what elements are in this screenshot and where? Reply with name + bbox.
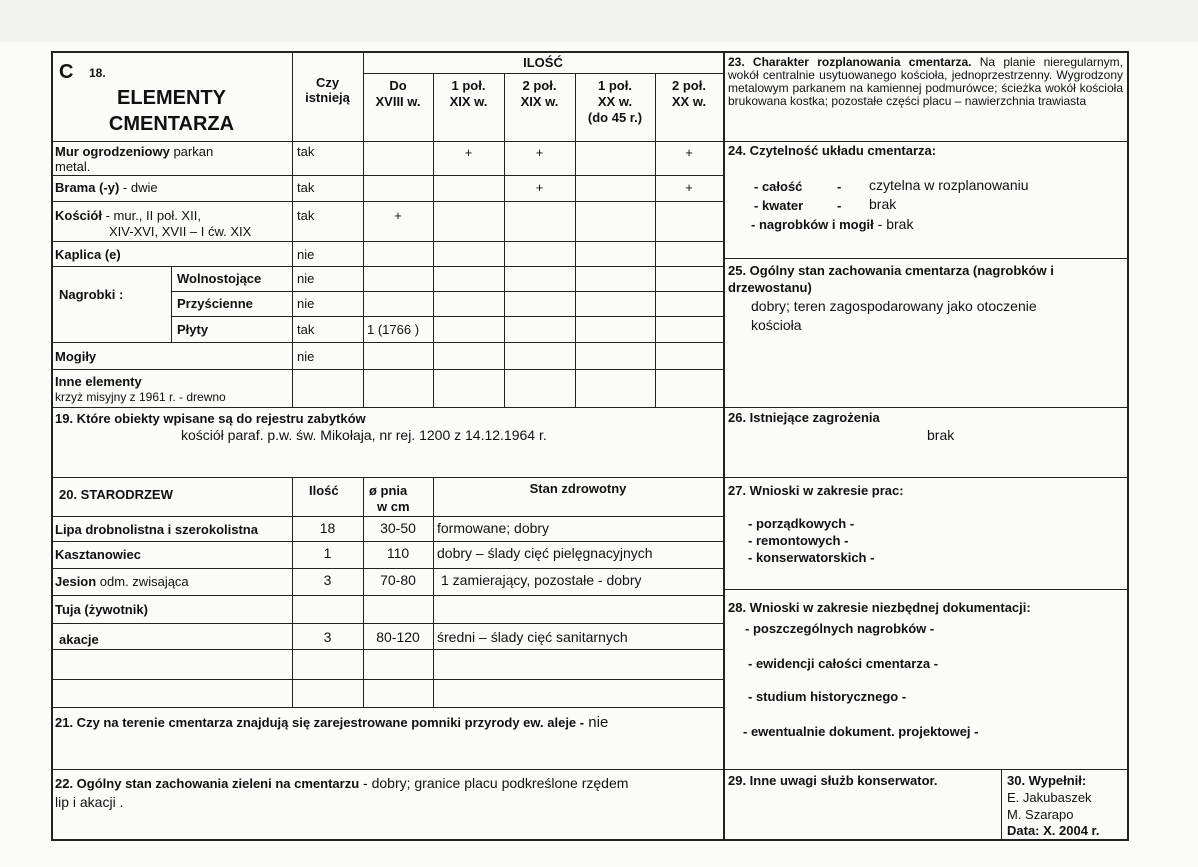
tree-col-header-health: Stan zdrowotny [529, 481, 627, 496]
section-26-value: brak [927, 427, 955, 443]
wall-period-2: + [464, 145, 473, 160]
mounds-label: Mogiły [55, 349, 97, 364]
s24-quarters-dash: - [837, 198, 842, 213]
section-18-title-2: CMENTARZA [108, 113, 235, 135]
row-line-end-27 [723, 589, 1129, 590]
section-19-value: kościół paraf. p.w. św. Mikołaja, nr rej. 1200 z 14.12.1964 r. [181, 427, 547, 443]
scan-top-margin [0, 0, 1198, 42]
wall-period-3: + [535, 145, 544, 160]
cemetery-record-form [51, 51, 1129, 841]
church-label [55, 208, 201, 223]
tree-col-line-health [433, 477, 434, 707]
row-line-wall [51, 175, 723, 176]
s24-whole-dash: - [837, 179, 842, 194]
row-line-header [51, 141, 723, 142]
s27-cleaning: - porządkowych - [748, 516, 855, 531]
section-21-question: 21. Czy na terenie cmentarza znajdują się zarejestrowane pomniki przyrody ew. aleje - [55, 715, 585, 730]
filler-1: E. Jakubaszek [1007, 790, 1092, 805]
row-line-graves [51, 342, 723, 343]
filled-date: Data: X. 2004 r. [1007, 823, 1100, 838]
period-4-line-3: (do 45 r.) [587, 110, 643, 125]
period-4-line-2: XX w. [597, 94, 633, 109]
tree-3-dia: 70-80 [380, 572, 416, 588]
s24-quarters-label: - kwater [754, 198, 804, 213]
col-line-section-30 [1001, 769, 1002, 841]
section-27-label: 27. Wnioski w zakresie prac: [728, 483, 904, 498]
period-5-line-2: XX w. [671, 94, 707, 109]
church-label-bold: Kościół [55, 208, 102, 223]
wall-label [55, 144, 213, 159]
row-line-end-19 [51, 477, 1129, 478]
tree-col-line-dia [363, 477, 364, 707]
row-line-gate [51, 201, 723, 202]
s24-graves-label: - nagrobków i mogił [751, 217, 874, 232]
section-18-title-1: ELEMENTY [117, 87, 226, 109]
wall-exists: tak [297, 144, 315, 159]
gate-label-bold: Brama (-y) [55, 180, 120, 195]
section-22-label [55, 776, 628, 791]
section-20-label: 20. STARODRZEW [59, 487, 173, 502]
period-3-line-2: XIX w. [520, 94, 559, 109]
church-exists: tak [297, 208, 315, 223]
period-5-line-1: 2 poł. [672, 78, 706, 93]
gate-label [55, 180, 158, 195]
tree-2-dia: 110 [386, 545, 410, 561]
tree-col-line-qty [292, 477, 293, 707]
tree-row-line-2 [51, 568, 723, 569]
s28-individual-graves: - poszczególnych nagrobków - [745, 621, 935, 636]
section-25-label-1: 25. Ogólny stan zachowania cmentarza (nagrobków i [728, 263, 1054, 278]
section-30-label: 30. Wypełnił: [1007, 773, 1087, 788]
tree-row-line-5 [51, 649, 723, 650]
s28-history-study: - studium historycznego - [748, 689, 907, 704]
s24-quarters-value: brak [869, 196, 897, 212]
section-21-label [55, 715, 608, 730]
col-header-quantity: ILOŚĆ [523, 55, 563, 70]
section-23 [728, 56, 1123, 108]
section-22-question: 22. Ogólny stan zachowania zieleni na cmentarzu [55, 776, 360, 791]
section-26-label: 26. Istniejące zagrożenia [728, 410, 880, 425]
tree-row-line-3 [51, 595, 723, 596]
wall-period-5: + [685, 145, 693, 160]
period-1-line-2: XVIII w. [375, 94, 421, 109]
row-line-graves-free [171, 291, 723, 292]
row-line-end-21 [51, 769, 723, 770]
graves-slab-exists: tak [297, 322, 315, 337]
church-label-detail: - mur., II poł. XII, [101, 208, 201, 223]
gate-label-detail: - dwie [119, 180, 158, 195]
tree-5-dia: 80-120 [376, 629, 420, 645]
church-period-1: + [394, 208, 402, 223]
row-line-end-23 [723, 141, 1129, 142]
filler-2: M. Szarapo [1007, 807, 1074, 822]
section-letter: C [59, 61, 74, 83]
row-line-end-18 [51, 407, 1129, 408]
tree-1-dia: 30-50 [380, 520, 416, 536]
graves-free-exists: nie [297, 271, 315, 286]
tree-2-name: Kasztanowiec [55, 547, 141, 562]
col-line-graves-sub [171, 266, 172, 342]
section-22-value: - dobry; granice placu podkreślone rzędem [359, 775, 629, 791]
tree-5-qty: 3 [323, 629, 332, 645]
mounds-exists: nie [297, 349, 315, 364]
chapel-label: Kaplica (e) [55, 247, 121, 262]
row-line-chapel [51, 266, 723, 267]
tree-2-health: dobry – ślady cięć pielęgnacyjnych [437, 545, 653, 561]
section-21-value: nie [584, 714, 609, 731]
tree-row-line-7 [51, 707, 723, 708]
s24-whole-value: czytelna w rozplanowaniu [869, 177, 1029, 193]
tree-2-qty: 1 [323, 545, 332, 561]
section-23-text: Na planie nieregularnym, wokół centralnie usytuowanego kościoła, jednoprzestrzenny. Wygrodzony metalowym parkanem na kamiennej podmurówce; ścieżka wokół kościoła brukowana kostka; pozostałe części placu – nawierzchnia trawiasta [728, 55, 1124, 108]
center-divider [723, 51, 725, 841]
row-line-graves-wall [171, 316, 723, 317]
wall-label-detail: parkan [169, 144, 214, 159]
tree-3-name-detail: odm. zwisająca [96, 574, 189, 589]
tree-5-name: akacje [59, 632, 99, 647]
s24-whole-label: - całość [754, 179, 803, 194]
tree-3-health: 1 zamierający, pozostałe - dobry [441, 572, 642, 588]
col-header-exists-1: Czy [315, 75, 340, 90]
other-value: krzyż misyjny z 1961 r. - drewno [55, 390, 226, 404]
other-label: Inne elementy [55, 374, 142, 389]
row-line-end-28 [723, 769, 1129, 770]
section-25-value-1: dobry; teren zagospodarowany jako otoczenie [751, 298, 1037, 314]
s28-registry: - ewidencji całości cmentarza - [748, 656, 939, 671]
tree-col-header-qty: Ilość [309, 483, 339, 498]
frame-left [51, 51, 53, 841]
period-4-line-1: 1 poł. [598, 78, 632, 93]
graves-slab-period-1: 1 (1766 ) [367, 322, 420, 337]
col-line-p3 [504, 73, 505, 407]
tree-1-name: Lipa drobnolistna i szerokolistna [55, 522, 258, 537]
section-18-number: 18. [89, 66, 106, 80]
col-line-p2 [433, 73, 434, 407]
graves-free-label: Wolnostojące [177, 271, 262, 286]
frame-bottom [51, 839, 1129, 841]
section-25-value-2: kościoła [751, 317, 802, 333]
frame-right [1127, 51, 1129, 841]
gate-period-5: + [685, 180, 693, 195]
row-line-quantity [363, 73, 723, 74]
s27-conservation: - konserwatorskich - [748, 550, 875, 565]
period-2-line-1: 1 poł. [451, 78, 486, 93]
section-19-label: 19. Które obiekty wpisane są do rejestru zabytków [55, 411, 366, 426]
wall-label-bold: Mur ogrodzeniowy [55, 144, 170, 159]
col-line-p5 [655, 73, 656, 407]
section-22-value-2: lip i akacji . [55, 794, 124, 810]
period-2-line-2: XIX w. [449, 94, 488, 109]
gate-exists: tak [297, 180, 315, 195]
tree-row-line-0 [51, 516, 723, 517]
s24-graves [751, 217, 913, 232]
tree-1-qty: 18 [319, 520, 336, 536]
section-24-label: 24. Czytelność układu cmentarza: [728, 143, 937, 158]
graves-label: Nagrobki : [59, 287, 124, 302]
wall-label-2: metal. [55, 159, 91, 174]
tree-col-header-dia-1: ø pnia [369, 483, 408, 498]
tree-1-health: formowane; dobry [437, 520, 550, 536]
tree-3-name-bold: Jesion [55, 574, 97, 589]
period-3-line-1: 2 poł. [522, 78, 557, 93]
tree-row-line-4 [51, 623, 723, 624]
tree-row-line-1 [51, 541, 723, 542]
s28-design-docs: - ewentualnie dokument. projektowej - [743, 724, 979, 739]
tree-row-line-6 [51, 679, 723, 680]
row-line-mounds [51, 369, 723, 370]
graves-wall-label: Przyścienne [177, 296, 253, 311]
row-line-church [51, 241, 723, 242]
col-header-exists-2: istnieją [305, 90, 350, 105]
s24-graves-value: - brak [873, 216, 914, 232]
tree-4-name: Tuja (żywotnik) [55, 602, 148, 617]
graves-slab-label: Płyty [177, 322, 209, 337]
section-23-title: 23. Charakter rozplanowania cmentarza. [728, 55, 972, 69]
tree-col-header-dia-2: w cm [377, 499, 410, 514]
tree-3-name [55, 574, 189, 589]
section-28-label: 28. Wnioski w zakresie niezbędnej dokumentacji: [728, 600, 1031, 615]
section-25-label-2: drzewostanu) [728, 280, 812, 295]
chapel-exists: nie [297, 247, 315, 262]
tree-3-qty: 3 [323, 572, 332, 588]
gate-period-3: + [535, 180, 544, 195]
section-29-label: 29. Inne uwagi służb konserwator. [728, 773, 938, 788]
row-line-end-24 [723, 258, 1129, 259]
church-label-2: XIV-XVI, XVII – I ćw. XIX [109, 224, 252, 239]
s27-repair: - remontowych - [748, 533, 849, 548]
graves-wall-exists: nie [297, 296, 315, 311]
frame-top [51, 51, 1129, 53]
period-1-line-1: Do [389, 78, 407, 93]
tree-5-health: średni – ślady cięć sanitarnych [437, 629, 628, 645]
